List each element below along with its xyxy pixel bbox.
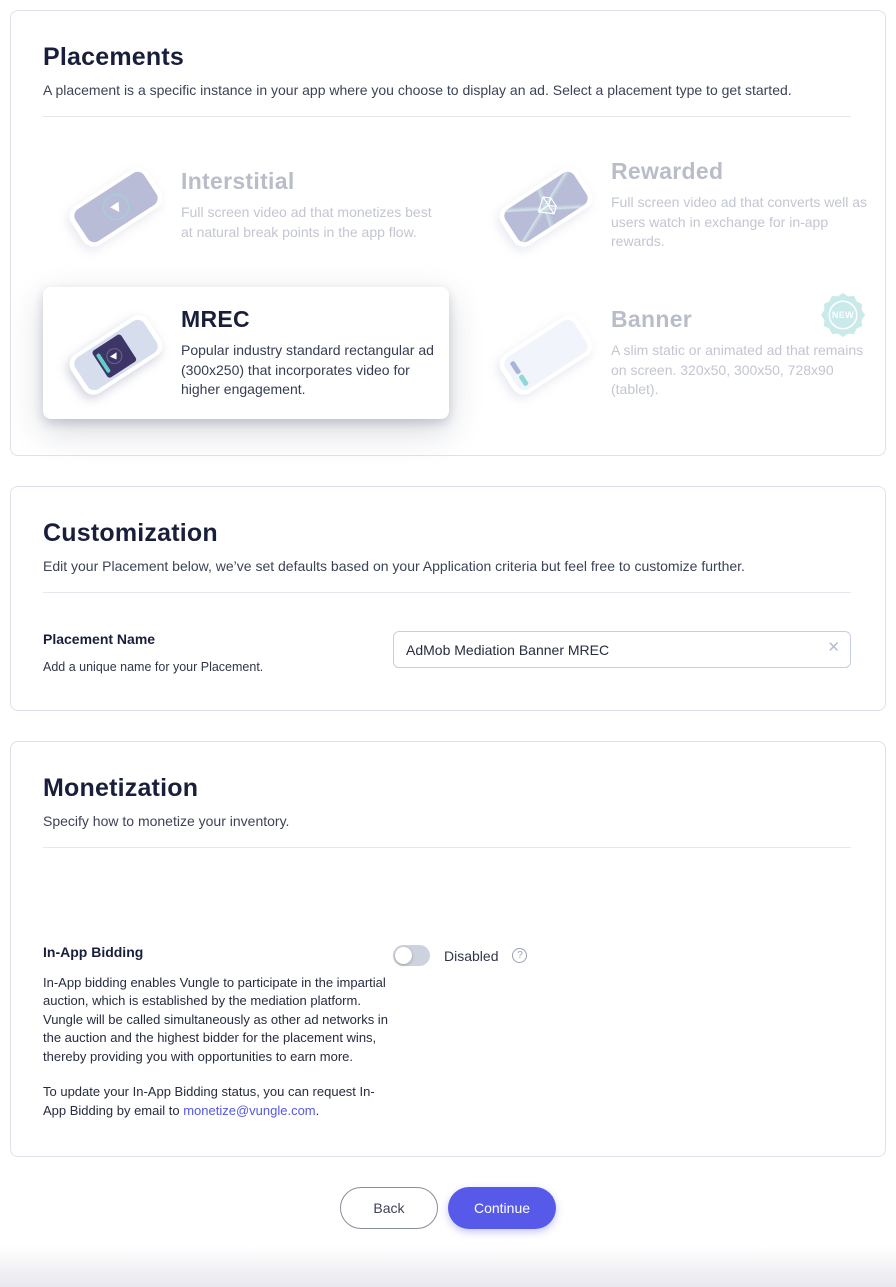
continue-button[interactable]: Continue — [448, 1187, 556, 1229]
rewarded-title: Rewarded — [611, 157, 724, 184]
in-app-bidding-toggle-group — [393, 944, 527, 966]
mrec-title: MREC — [181, 305, 250, 332]
placement-name-label: Placement Name — [43, 631, 156, 647]
in-app-bidding-row — [43, 944, 851, 1120]
toggle-knob — [395, 947, 412, 964]
footer-actions — [10, 1187, 886, 1245]
monetization-subtitle: Specify how to monetize your inventory. — [43, 813, 290, 829]
help-icon[interactable]: ? — [512, 948, 527, 963]
placements-card — [10, 10, 886, 456]
banner-title: Banner — [611, 305, 693, 332]
customization-card — [10, 486, 886, 711]
placement-options-grid — [43, 139, 868, 419]
placement-option-interstitial[interactable] — [43, 139, 449, 271]
customization-title: Customization — [43, 519, 218, 547]
banner-phone-icon — [485, 297, 611, 409]
new-badge — [821, 293, 865, 337]
placement-name-input[interactable] — [393, 631, 851, 668]
monetize-email-link[interactable]: monetize@vungle.com — [183, 1102, 316, 1118]
new-badge-label: NEW — [832, 310, 854, 320]
in-app-bidding-note — [43, 1083, 391, 1120]
rewarded-description: Full screen video ad that converts well as users watch in exchange for in-app rewards. — [611, 193, 868, 250]
banner-description: A slim static or animated ad that remains on screen. 320x50, 300x50, 728x90 (tablet). — [611, 341, 864, 398]
monetization-card — [10, 741, 886, 1157]
customization-subtitle: Edit your Placement below, we’ve set defaults based on your Application criteria but feel free to customize further. — [43, 558, 745, 574]
divider — [43, 116, 851, 117]
mrec-phone-icon — [55, 297, 181, 409]
page-bottom-fade — [0, 1245, 896, 1287]
note-suffix: . — [315, 1102, 320, 1118]
placements-title: Placements — [43, 43, 184, 71]
note-text: To update your In-App Bidding status, you can request In-App Bidding by email to — [43, 1084, 375, 1118]
back-button[interactable]: Back — [340, 1187, 438, 1229]
placement-option-rewarded[interactable] — [473, 139, 879, 271]
interstitial-title: Interstitial — [181, 167, 295, 194]
in-app-bidding-description: In-App bidding enables Vungle to participate in the impartial auction, which is established by the mediation platform. Vungle will be called simultaneously as other ad networks in the auction and the highest bidder for the placement wins, thereby providing you with opportunities to earn more. — [43, 975, 388, 1064]
rewarded-phone-icon — [485, 149, 611, 261]
interstitial-description: Full screen video ad that monetizes best at natural break points in the app flow. — [181, 203, 432, 240]
in-app-bidding-label: In-App Bidding — [43, 944, 144, 960]
placement-name-row — [43, 631, 851, 674]
mrec-description: Popular industry standard rectangular ad (300x250) that incorporates video for higher engagement. — [181, 341, 434, 398]
divider — [43, 592, 851, 593]
placement-option-mrec[interactable] — [43, 287, 449, 419]
placement-name-helper: Add a unique name for your Placement. — [43, 660, 264, 674]
clear-input-icon[interactable]: ✕ — [827, 639, 840, 656]
divider — [43, 847, 851, 848]
placement-option-banner[interactable] — [473, 287, 879, 419]
in-app-bidding-status: Disabled — [444, 947, 499, 964]
interstitial-phone-icon — [55, 149, 181, 261]
in-app-bidding-toggle[interactable] — [393, 945, 430, 966]
placements-subtitle: A placement is a specific instance in your app where you choose to display an ad. Select a placement type to get started. — [43, 82, 792, 98]
monetization-title: Monetization — [43, 774, 199, 802]
